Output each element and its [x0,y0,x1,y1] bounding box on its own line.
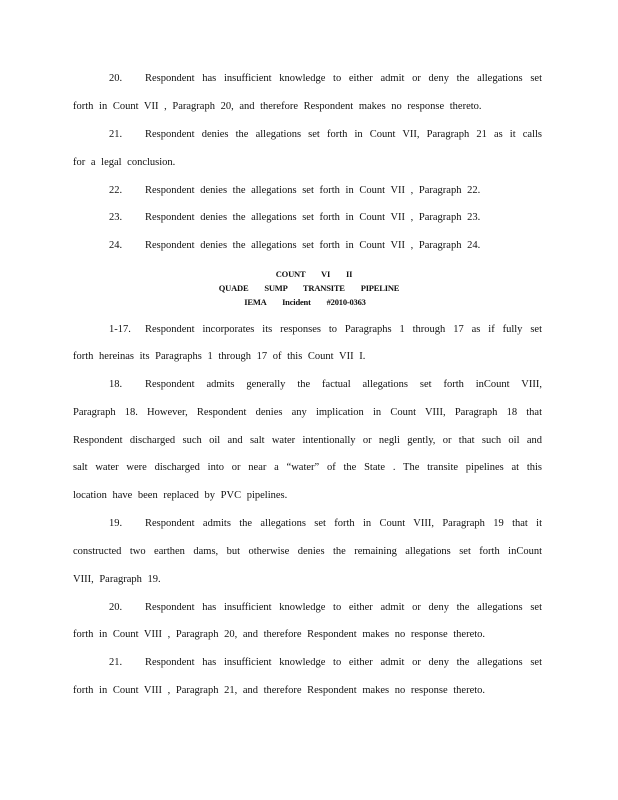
paragraph-20-count-viii-line-1 [109,601,542,615]
paragraph-text: Respondent has insufficient knowledge to either admit or deny the allegations set [145,73,542,84]
incident-number: IEMA Incident #2010-0363 [244,297,366,307]
paragraph-1-17-line-2: forth hereinas its Paragraphs 1 through 17 of this Count VII I. [73,351,366,362]
paragraph-18-line-5: location have been replaced by PVC pipelines. [73,490,288,501]
paragraph-number: 21. [109,129,123,140]
paragraph-number: 24. [109,240,123,251]
paragraph-number: 18. [109,379,123,390]
paragraph-24-count-vii [109,239,542,253]
paragraph-text: Respondent denies the allegations set forth in Count VII, Paragraph 21 as it calls [145,129,542,140]
paragraph-text: Respondent has insufficient knowledge to either admit or deny the allegations set [145,657,542,668]
paragraph-18-line-1 [109,378,542,392]
paragraph-number: 20. [109,73,123,84]
paragraph-number: 21. [109,657,123,668]
paragraph-19-line-1 [109,517,542,531]
paragraph-19-line-3: VIII, Paragraph 19. [73,574,161,585]
paragraph-text: Respondent denies the allegations set forth in Count VII , Paragraph 24. [145,240,481,251]
paragraph-number: 19. [109,518,123,529]
paragraph-21-count-viii-line-2: forth in Count VIII , Paragraph 21, and therefore Respondent makes no response thereto. [73,685,486,696]
paragraph-1-17-line-1 [109,323,542,337]
paragraph-text: Respondent admits generally the factual allegations set forth inCount VIII, [145,379,542,390]
paragraph-18-line-3: Respondent discharged such oil and salt water intentionally or negli gently, or that such oil and [73,435,542,446]
paragraph-number: 1-17. [109,324,131,335]
paragraph-20-count-vii-line-1 [109,72,542,86]
paragraph-22-count-vii [109,184,542,198]
paragraph-18-line-2: Paragraph 18. However, Respondent denies any implication in Count VIII, Paragraph 18 that [73,407,542,418]
paragraph-20-count-viii-line-2: forth in Count VIII , Paragraph 20, and therefore Respondent makes no response thereto. [73,629,486,640]
paragraph-21-count-vii-line-2: for a legal conclusion. [73,157,176,168]
paragraph-text: Respondent denies the allegations set forth in Count VII , Paragraph 23. [145,212,481,223]
paragraph-19-line-2: constructed two earthen dams, but otherwise denies the remaining allegations set forth inCount [73,546,542,557]
paragraph-number: 22. [109,185,123,196]
paragraph-text: Respondent has insufficient knowledge to either admit or deny the allegations set [145,602,542,613]
count-heading: COUNT VI II [275,269,353,279]
section-title: QUADE SUMP TRANSITE PIPELINE [218,283,400,293]
paragraph-21-count-vii-line-1 [109,128,542,142]
paragraph-number: 20. [109,602,123,613]
paragraph-18-line-4: salt water were discharged into or near a “water” of the State . The transite pipelines at this [73,462,542,473]
paragraph-text: Respondent admits the allegations set forth in Count VIII, Paragraph 19 that it [145,518,542,529]
paragraph-23-count-vii [109,211,542,225]
paragraph-text: Respondent incorporates its responses to Paragraphs 1 through 17 as if fully set [145,324,542,335]
paragraph-text: Respondent denies the allegations set forth in Count VII , Paragraph 22. [145,185,481,196]
paragraph-number: 23. [109,212,123,223]
paragraph-21-count-viii-line-1 [109,656,542,670]
paragraph-20-count-vii-line-2: forth in Count VII , Paragraph 20, and therefore Respondent makes no response thereto. [73,101,482,112]
